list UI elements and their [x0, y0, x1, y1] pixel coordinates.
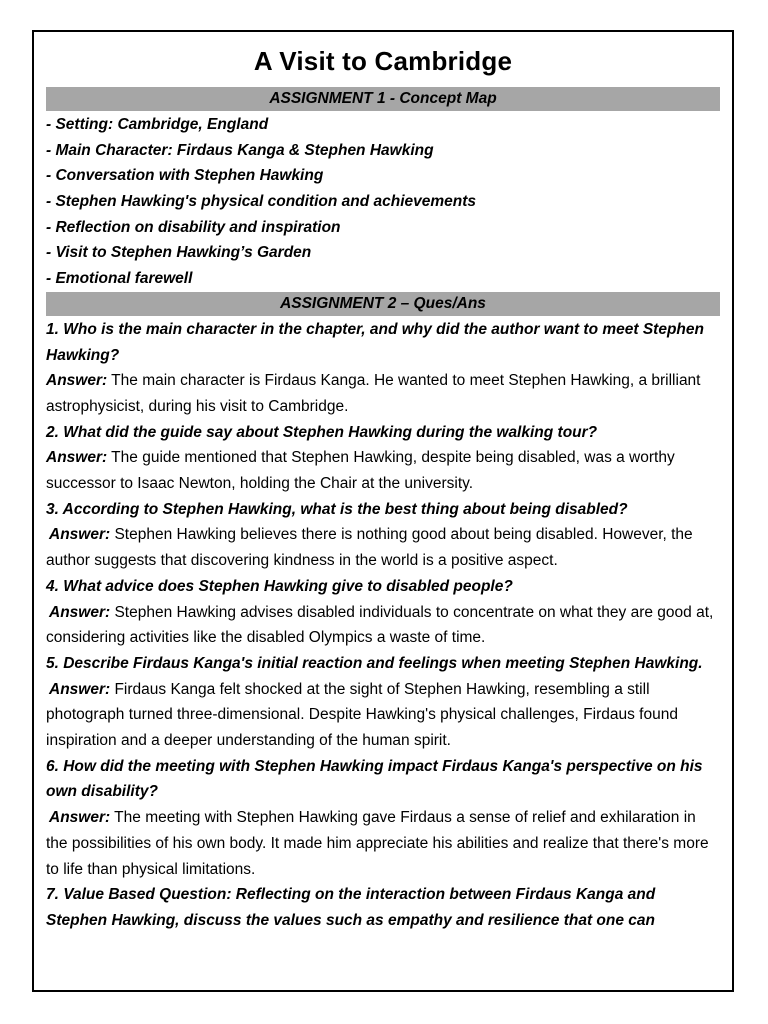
question: 1. Who is the main character in the chapter, and why did the author want to meet Stephen Hawking?	[46, 320, 704, 364]
answer-text: Stephen Hawking believes there is nothing good about being disabled. However, the author suggests that discovering kindness in the world is a positive aspect.	[46, 526, 693, 570]
content	[46, 87, 720, 934]
answer	[46, 368, 720, 419]
answer-text: Firdaus Kanga felt shocked at the sight of Stephen Hawking, resembling a still photograph turned three-dimensional. Despite Hawking's physical challenges, Firdaus found inspiration and a deeper understanding of the human spirit.	[46, 680, 678, 750]
answer	[46, 600, 720, 651]
qa-list	[46, 317, 720, 934]
answer	[46, 522, 720, 573]
page-title: A Visit to Cambridge	[253, 46, 513, 76]
concept-map-list	[46, 112, 720, 292]
concept-item: - Conversation with Stephen Hawking	[46, 167, 324, 185]
answer-text: The guide mentioned that Stephen Hawking, despite being disabled, was a worthy successor to Isaac Newton, holding the Chair at the university.	[46, 449, 675, 493]
concept-item: - Setting: Cambridge, England	[46, 116, 269, 133]
question: 3. According to Stephen Hawking, what is the best thing about being disabled?	[46, 500, 628, 518]
question: 6. How did the meeting with Stephen Hawking impact Firdaus Kanga's perspective on his own disability?	[46, 757, 703, 801]
question: 4. What advice does Stephen Hawking give to disabled people?	[46, 577, 513, 595]
concept-item: - Visit to Stephen Hawking’s Garden	[46, 244, 312, 262]
answer-label: Answer:	[49, 809, 111, 827]
page-frame	[32, 30, 734, 992]
answer-text: Stephen Hawking advises disabled individuals to concentrate on what they are good at, considering activities like the disabled Olympics a waste of time.	[46, 603, 714, 647]
concept-item: - Emotional farewell	[46, 270, 193, 288]
question: 2. What did the guide say about Stephen Hawking during the walking tour?	[46, 423, 598, 441]
concept-item: - Stephen Hawking's physical condition and achievements	[46, 193, 477, 211]
answer-text: The meeting with Stephen Hawking gave Firdaus a sense of relief and exhilaration in the possibilities of his own body. It made him appreciate his abilities and realize that there's more to life than physical limitations.	[46, 809, 709, 878]
question: 7. Value Based Question: Reflecting on the interaction between Firdaus Kanga and Stephen Hawking, discuss the values such as empathy and resilience that one can	[46, 886, 656, 929]
answer-label: Answer:	[49, 680, 111, 698]
answer-label: Answer:	[46, 449, 108, 467]
answer	[46, 677, 720, 754]
answer	[46, 805, 720, 882]
answer-label: Answer:	[49, 603, 111, 621]
question: 5. Describe Firdaus Kanga's initial reaction and feelings when meeting Stephen Hawking.	[46, 654, 703, 672]
answer-text: The main character is Firdaus Kanga. He wanted to meet Stephen Hawking, a brilliant astrophysicist, during his visit to Cambridge.	[46, 372, 701, 415]
answer	[46, 445, 720, 496]
concept-item: - Reflection on disability and inspiration	[46, 218, 341, 236]
assignment2-header: ASSIGNMENT 2 – Ques/Ans	[46, 292, 720, 316]
assignment1-header: ASSIGNMENT 1 - Concept Map	[46, 87, 720, 111]
concept-item: - Main Character: Firdaus Kanga & Stephen Hawking	[46, 141, 434, 159]
answer-label: Answer:	[46, 372, 108, 390]
answer-label: Answer:	[49, 526, 111, 544]
